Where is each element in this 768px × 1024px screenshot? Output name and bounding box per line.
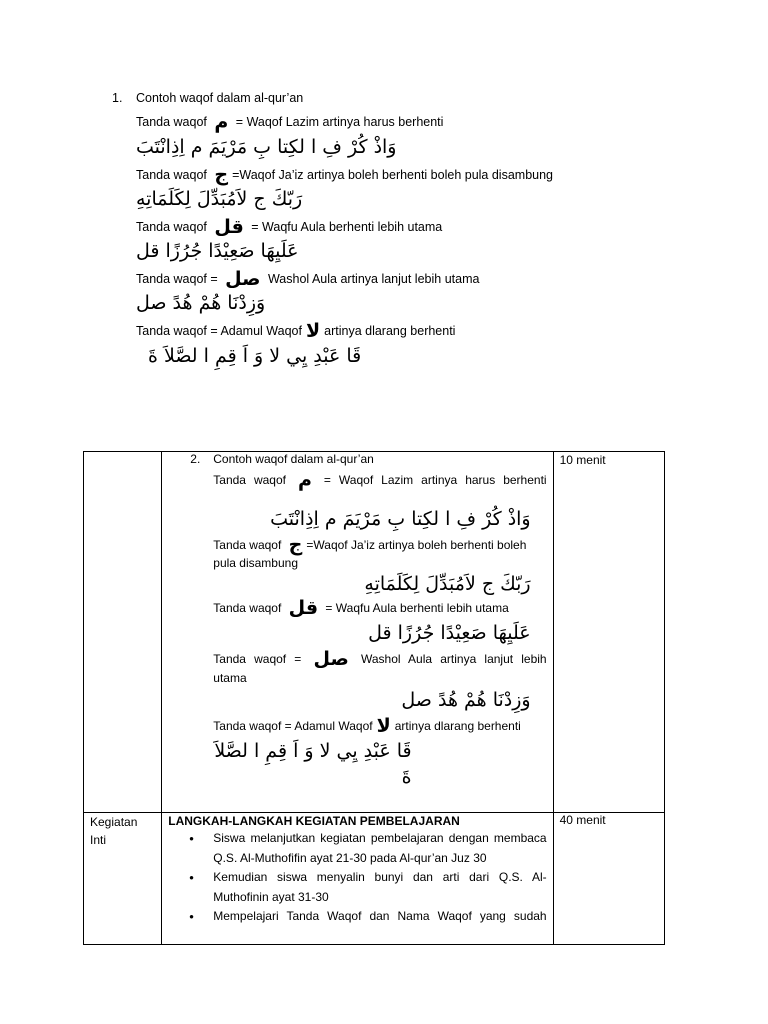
content-cell [162,813,553,945]
lesson-plan-table [83,451,665,945]
waqof-sign-la: لا [376,715,391,737]
arabic-example: وَاذْ كُرْ فِ ا لكِتا بِ مَرْيَمَ م اِذِانْتَبَ [136,136,397,158]
waqof-sign-sala: صل [225,268,261,290]
list-item: • Kemudian siswa menyalin bunyi dan arti dari Q.S. Al-Muthofinin ayat 31-30 [213,868,546,907]
arabic-example: وَزِدْنَا هُمْ هُدً صل [136,292,266,314]
waqof-sign-jim: ج [214,164,229,186]
waqof-sign-la: لا [305,320,321,342]
arabic-example: قَا عَبْدِ يِي لا وَ اَ قِمِ ا لصَّلاَ ةَ [214,740,412,788]
time-cell: 10 menit [553,452,664,813]
washol-aula-line: Tanda waqof = صل Washol Aula artinya lanjut lebih utama [136,268,480,290]
arabic-example: وَاذْ كُرْ فِ ا لكِتا بِ مَرْيَمَ م اِذِانْتَبَ [270,508,531,530]
arabic-example: قَا عَبْدِ يِي لا وَ اَ قِمِ ا لصَّلاَ ةَ [148,345,362,367]
arabic-example: وَزِدْنَا هُمْ هُدً صل [401,689,531,711]
waqof-lazim-line: Tanda waqof م = Waqof Lazim artinya harus berhenti [213,469,547,491]
waqof-sign-jim: ج [288,534,303,556]
waqof-examples-block: 2. Contoh waqof dalam al-qur’an Tanda waqof م = Waqof Lazim artinya harus berhenti وَاذْ كُرْ فِ ا لكِتا بِ مَرْيَمَ م اِذِانْتَبَ Tanda waqof ج =Waqof Ja’iz artinya boleh berhenti boleh pula disambung رَبّكَ ج لاَمُبَدِّلَ لِكَلَمَاتِهِ Tanda waqof قل = Waqfu Aula berhenti lebih utama عَلَيِهَا صَعِيْدًا جُرُزًا قل Tanda waqof = صل Washol Aula artinya lanjut lebih utama وَزِدْنَا هُمْ هُدً صل Tanda waqof = Adamul Waqof لا artinya dlarang berhenti قَا عَبْدِ يِي لا وَ اَ قِمِ ا لصَّلاَ ةَ [162,452,552,791]
arabic-example: رَبّكَ ج لاَمُبَدِّلَ لِكَلَمَاتِهِ [136,188,303,210]
steps-title: LANGKAH-LANGKAH KEGIATAN PEMBELAJARAN [168,814,460,828]
waqof-lazim-line: Tanda waqof م = Waqof Lazim artinya harus berhenti [136,111,444,133]
list-number: 1. [112,91,123,105]
arabic-example: عَلَيِهَا صَعِيْدًا جُرُزًا قل [368,622,531,644]
arabic-example: عَلَيِهَا صَعِيْدًا جُرُزًا قل [136,240,299,262]
list-item: • Mempelajari Tanda Waqof dan Nama Waqof yang sudah [213,907,546,927]
washol-aula-line: Tanda waqof = صل Washol Aula artinya lanjut lebih [213,648,547,670]
block-heading: Contoh waqof dalam al-qur’an [213,452,374,466]
list-item: • Siswa melanjutkan kegiatan pembelajaran dengan membaca Q.S. Al-Muthofifin ayat 21-30 pada Al-qur’an Juz 30 [213,829,546,868]
waqof-sign-sala: صل [313,648,349,670]
time-cell: 40 menit [553,813,664,945]
waqof-sign-mim: م [297,469,312,491]
adamul-waqof-line: Tanda waqof = Adamul Waqof لا artinya dlarang berhenti [136,320,456,342]
waqof-sign-mim: م [214,111,229,133]
waqfu-aula-line: Tanda waqof قل = Waqfu Aula berhenti lebih utama [213,597,509,619]
activity-cell [84,813,162,945]
waqof-sign-qala: قل [288,597,319,619]
activity-cell [84,452,162,813]
waqof-sign-qala: قل [214,216,244,238]
list-number: 2. [190,452,201,466]
waqof-jaiz-line: Tanda waqof ج =Waqof Ja’iz artinya boleh berhenti boleh [213,534,527,556]
table-row [84,452,665,813]
table-row [84,813,665,945]
activity-label: Kegiatan [90,815,138,829]
steps-list [162,829,552,927]
section-heading: Contoh waqof dalam al-qur’an [136,91,304,105]
waqfu-aula-line: Tanda waqof قل = Waqfu Aula berhenti lebih utama [136,216,443,238]
waqof-jaiz-line: Tanda waqof ج =Waqof Ja’iz artinya boleh berhenti boleh pula disambung [136,164,554,186]
arabic-example: رَبّكَ ج لاَمُبَدِّلَ لِكَلَمَاتِهِ [364,573,531,595]
activity-label: Inti [90,833,107,847]
adamul-waqof-line: Tanda waqof = Adamul Waqof لا artinya dlarang berhenti [213,715,521,737]
content-cell [162,452,553,813]
